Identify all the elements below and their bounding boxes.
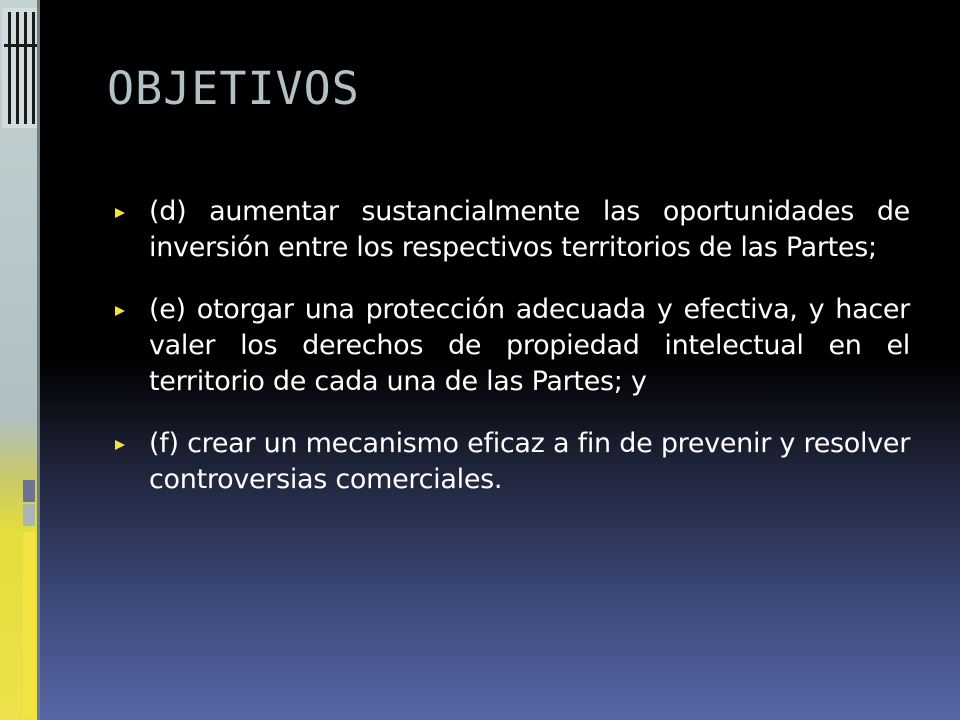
triangle-bullet-icon bbox=[115, 440, 125, 450]
triangle-bullet-icon bbox=[115, 306, 125, 316]
left-divider-line bbox=[37, 0, 40, 720]
bullet-text: (e) otorgar una protección adecuada y efectiva, y hacer valer los derechos de propiedad intelectual en el territorio de cada una de las Partes; y bbox=[149, 294, 910, 397]
triangle-bullet-icon bbox=[115, 208, 125, 218]
window-panes-decoration-icon bbox=[2, 8, 37, 128]
bullet-item bbox=[114, 194, 910, 266]
bullet-text: (d) aumentar sustancialmente las oportunidades de inversión entre los respectivos territorios de las Partes; bbox=[149, 196, 910, 263]
bullet-item bbox=[114, 292, 910, 400]
decorative-square bbox=[23, 480, 35, 502]
bullet-list bbox=[114, 194, 910, 524]
slide-title: OBJETIVOS bbox=[107, 62, 360, 115]
bullet-text: (f) crear un mecanismo eficaz a fin de prevenir y resolver controversias comerciales. bbox=[149, 428, 910, 495]
decorative-bar bbox=[23, 532, 35, 718]
decorative-square bbox=[23, 504, 35, 526]
bullet-item bbox=[114, 426, 910, 498]
